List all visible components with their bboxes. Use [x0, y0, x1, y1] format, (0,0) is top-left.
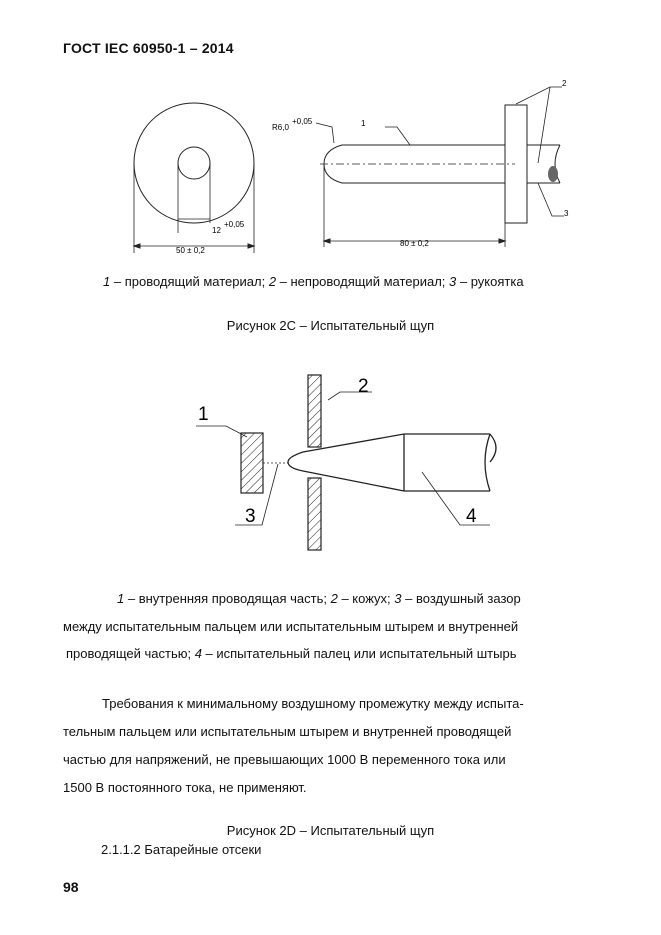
dim-tip-diameter-tol: +0,05: [224, 220, 245, 229]
section-heading: 2.1.1.2 Батарейные отсеки: [101, 842, 262, 857]
internal-conductive-part: [241, 433, 263, 493]
dim-disk-diameter: 50 ± 0,2: [176, 246, 205, 255]
body-line-1: Требования к минимальному воздушному промежутку между испыта-: [102, 696, 524, 711]
callout-3: 3: [245, 506, 256, 527]
body-line-2: тельным пальцем или испытательным штырем и внутренней проводящей: [63, 724, 512, 739]
enclosure-upper: [308, 375, 321, 447]
probe-side-view: [316, 87, 564, 247]
callout-1: 1: [198, 404, 209, 425]
dim-length: 80 ± 0,2: [400, 239, 429, 248]
callout-2: 2: [358, 376, 369, 397]
figure-2d-drawing: [190, 370, 510, 555]
callout-2: 2: [562, 79, 567, 88]
callout-3: 3: [564, 209, 569, 218]
figure-2c-drawing: [120, 75, 590, 260]
figure-2d-caption: Рисунок 2D – Испытательный щуп: [226, 823, 435, 838]
callout-1: 1: [361, 119, 366, 128]
enclosure-lower: [308, 478, 321, 550]
page-number: 98: [63, 879, 79, 895]
body-line-4: 1500 В постоянного тока, не применяют.: [63, 780, 307, 795]
figure-2d-legend-line-3: проводящей частью; 4 – испытательный палец или испытательный штырь: [66, 646, 517, 661]
figure-2d-legend-line-1: 1 – внутренняя проводящая часть; 2 – кожух; 3 – воздушный зазор: [117, 591, 521, 606]
callout-4: 4: [466, 506, 477, 527]
probe-end-view: [134, 103, 254, 253]
body-line-3: частью для напряжений, не превышающих 1000 В переменного тока или: [63, 752, 506, 767]
dim-radius-tol: +0,05: [292, 117, 313, 126]
figure-2c-legend: 1 – проводящий материал; 2 – непроводящий материал; 3 – рукоятка: [103, 274, 524, 289]
figure-2d-legend-line-2: между испытательным пальцем или испытательным штырем и внутренней: [63, 619, 519, 634]
document-header: ГОСТ IEC 60950-1 – 2014: [63, 40, 234, 56]
dim-radius: R6,0: [272, 123, 289, 132]
figure-2c-caption: Рисунок 2C – Испытательный щуп: [226, 318, 435, 333]
dim-tip-diameter: 12: [212, 226, 221, 235]
